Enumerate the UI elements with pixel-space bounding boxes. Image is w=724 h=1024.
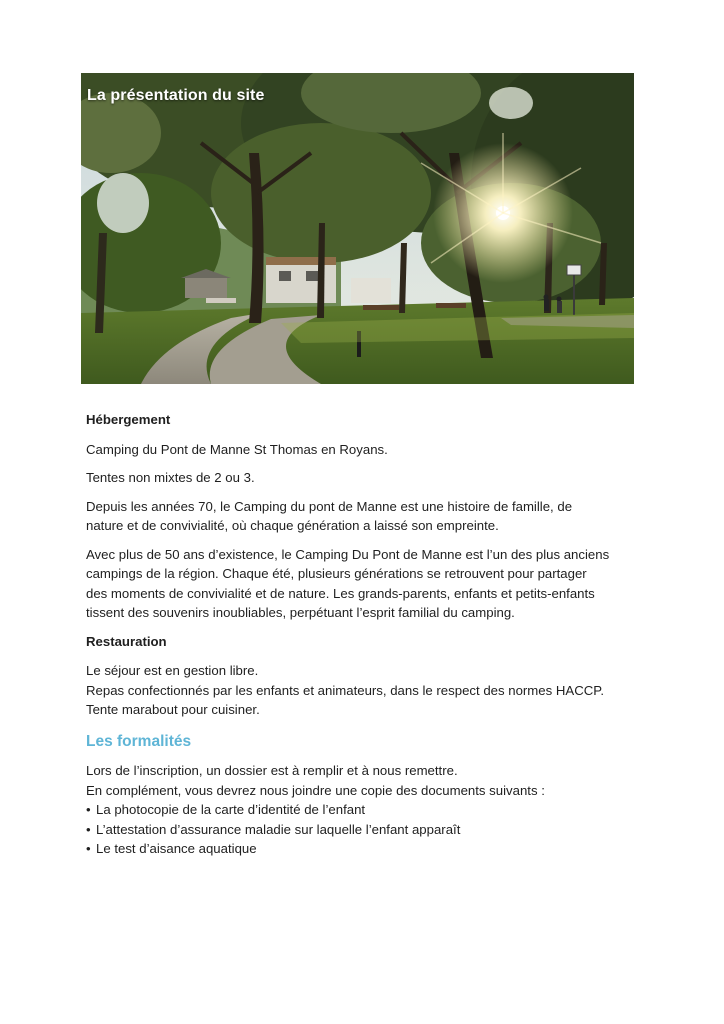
campsite-photo-illustration [81, 73, 634, 384]
hero-title: La présentation du site [87, 87, 265, 104]
bullet-icon: • [86, 802, 91, 817]
bullet-list-item [86, 800, 646, 820]
campsite-photo [81, 73, 634, 384]
hebergement-heading: Hébergement [86, 412, 171, 427]
restauration-line: Tente marabout pour cuisiner. [86, 702, 260, 717]
existence-line: des moments de convivialité et de nature. Les grands-parents, enfants et petits-enfants [86, 585, 595, 601]
hebergement-tentes: Tentes non mixtes de 2 ou 3. [86, 470, 255, 485]
existence-line: tissent des souvenirs inoubliables, perpétuant l’esprit familial du camping. [86, 605, 515, 620]
bullet-icon: • [86, 841, 91, 856]
bullet-icon: • [86, 821, 91, 837]
existence-line: campings de la région. Chaque été, plusieurs générations se retrouvent pour partager [86, 566, 587, 581]
formalites-intro-line: Lors de l’inscription, un dossier est à remplir et à nous remettre. [86, 763, 458, 778]
bullet-item-text: Le test d’aisance aquatique [96, 841, 257, 856]
bullet-item-text: L’attestation d’assurance maladie sur laquelle l’enfant apparaît [96, 821, 461, 837]
bullet-list-item [86, 839, 646, 859]
restauration-line: Repas confectionnés par les enfants et animateurs, dans le respect des normes HACCP. [86, 682, 605, 698]
bullet-list-item [86, 820, 646, 840]
histoire-line: Depuis les années 70, le Camping du pont de Manne est une histoire de famille, de [86, 498, 573, 514]
hebergement-histoire [86, 497, 646, 536]
restauration-heading: Restauration [86, 633, 167, 649]
bullet-item-text: La photocopie de la carte d’identité de l’enfant [96, 802, 366, 817]
formalites-text [86, 761, 646, 859]
hebergement-camping: Camping du Pont de Manne St Thomas en Royans. [86, 441, 388, 457]
formalites-title: Les formalités [86, 732, 192, 750]
document-body [86, 410, 646, 868]
restauration-line: Le séjour est en gestion libre. [86, 663, 259, 678]
formalites-intro-line: En complément, vous devrez nous joindre une copie des documents suivants : [86, 782, 545, 798]
existence-line: Avec plus de 50 ans d’existence, le Camping Du Pont de Manne est l’un des plus anciens [86, 546, 610, 562]
hebergement-existence [86, 545, 646, 623]
histoire-line: nature et de convivialité, où chaque génération a laissé son empreinte. [86, 518, 499, 533]
restauration-text [86, 661, 646, 720]
